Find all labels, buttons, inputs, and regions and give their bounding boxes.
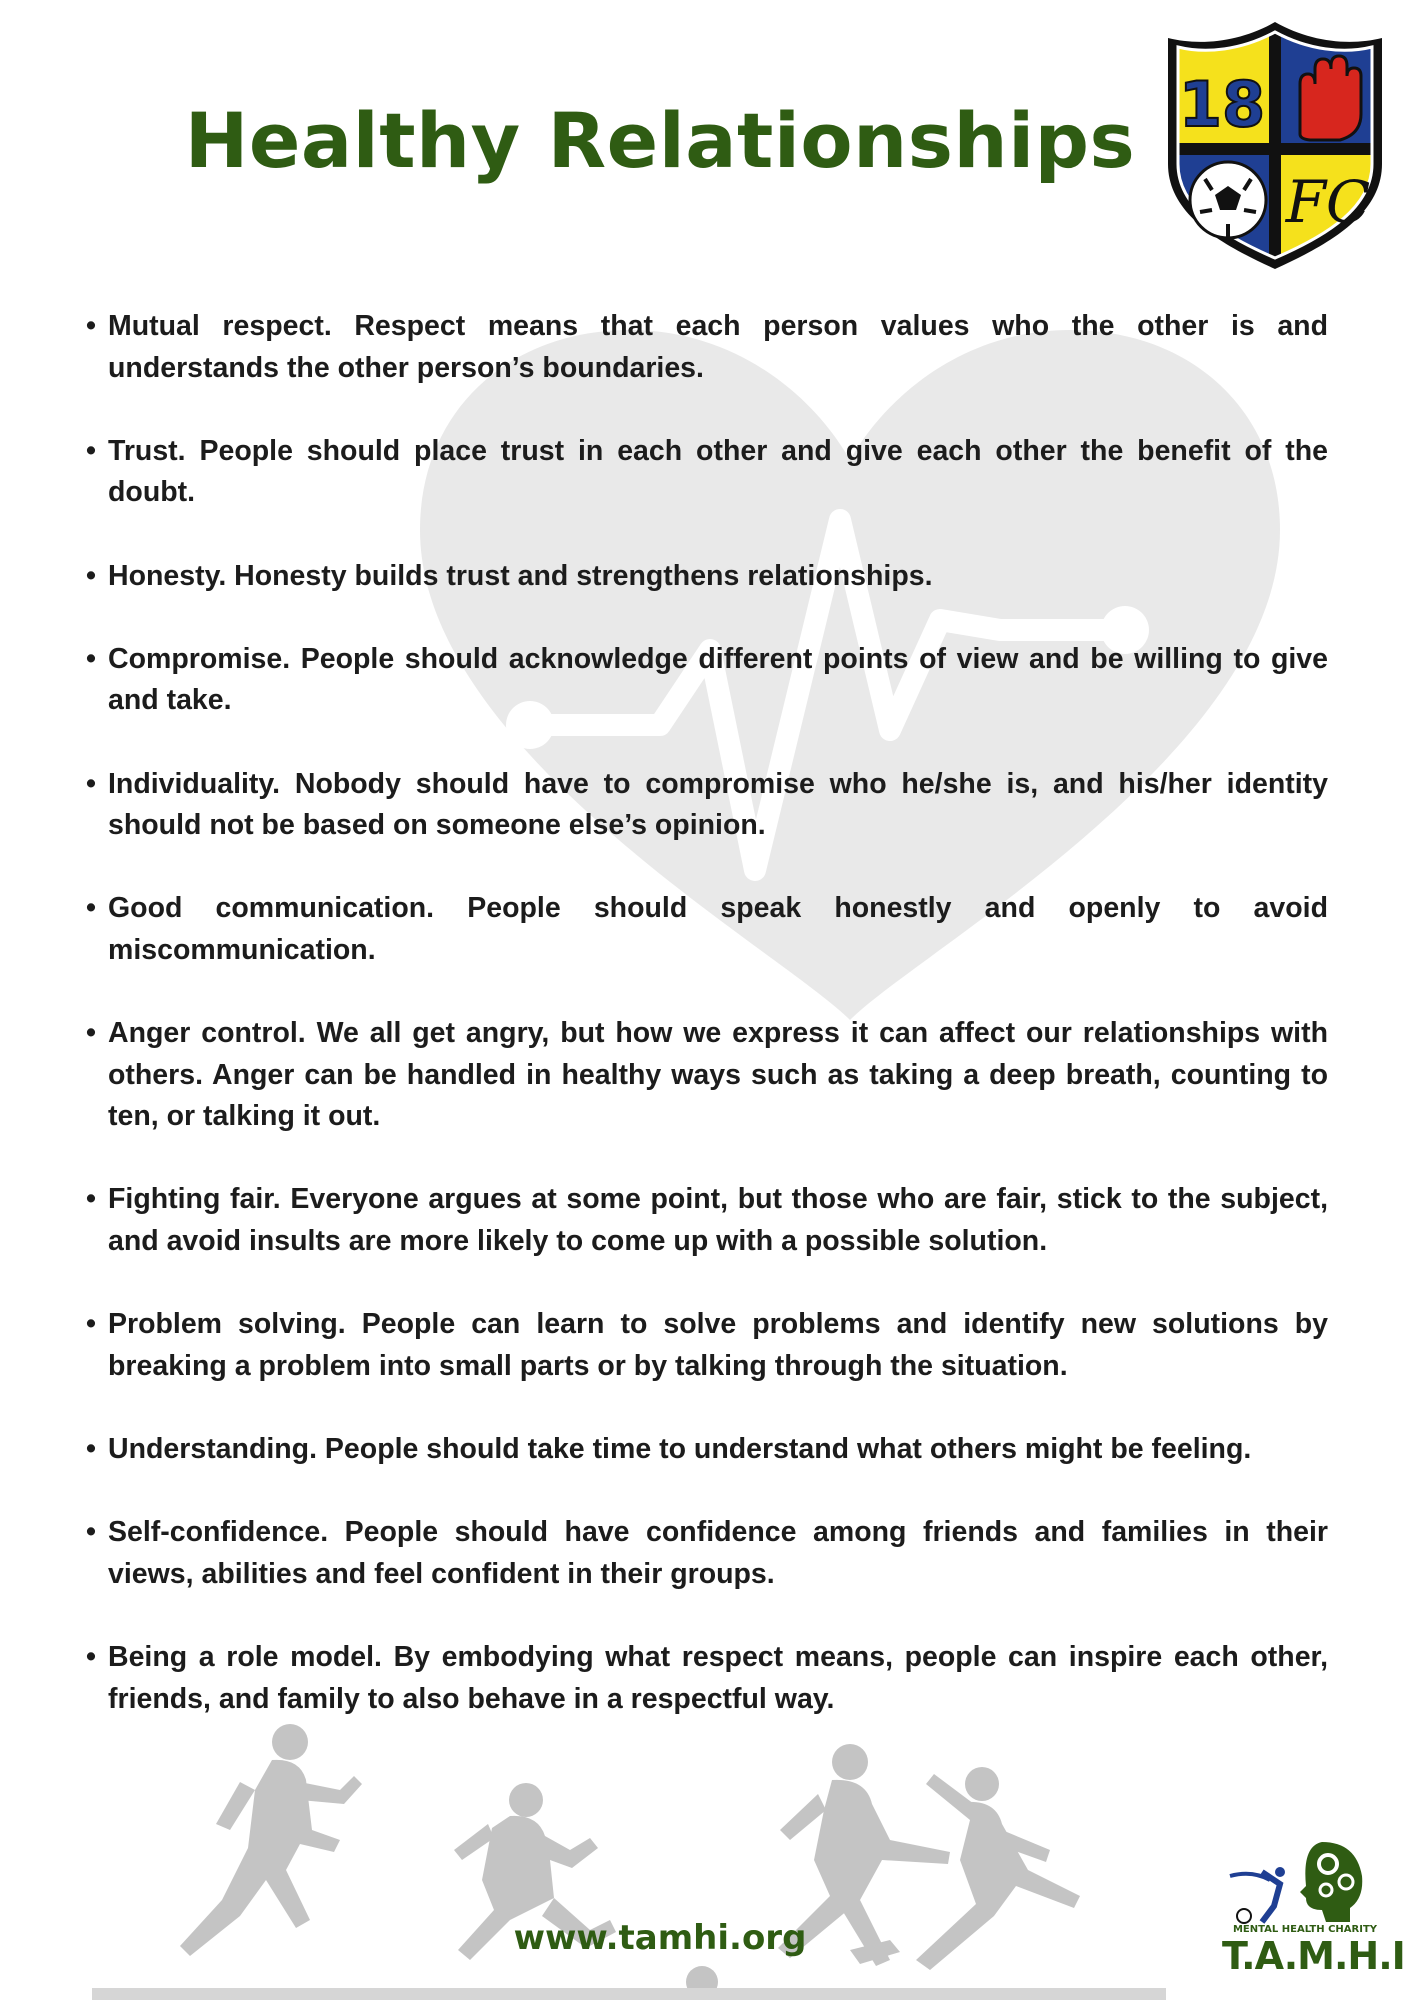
list-item-text: Fighting fair. Everyone argues at some point, but those who are fair, stick to the subject, and avoid insults are more likely to come up with a possible solution. — [108, 1183, 1328, 1258]
list-item — [84, 888, 1328, 971]
charity-name: T.A.M.H.I — [1222, 1934, 1405, 1978]
grass-strip — [92, 1988, 1166, 2000]
player-silhouette-4 — [850, 1767, 1080, 1970]
list-item-text: Honesty. Honesty builds trust and strengthens relationships. — [108, 559, 933, 592]
relationship-tips-list — [84, 306, 1328, 1762]
bullet-icon: • — [86, 642, 96, 675]
list-item — [84, 1013, 1328, 1138]
bullet-icon: • — [86, 1433, 96, 1466]
list-item — [84, 1304, 1328, 1387]
crest-number: 18 — [1178, 68, 1266, 141]
bullet-icon: • — [86, 892, 96, 925]
football-players-silhouette — [90, 1720, 1170, 2000]
list-item — [84, 1429, 1328, 1471]
list-item — [84, 431, 1328, 514]
list-item — [84, 639, 1328, 722]
bullet-icon: • — [86, 1017, 96, 1050]
list-item — [84, 306, 1328, 389]
list-item-text: Individuality. Nobody should have to compromise who he/she is, and his/her identity should not be based on someone else’s opinion. — [108, 767, 1328, 842]
list-item — [84, 1637, 1328, 1720]
list-item-text: Anger control. We all get angry, but how we express it can affect our relationships with others. Anger can be handled in healthy ways such as taking a deep breath, counting to ten, or talking it out. — [108, 1017, 1328, 1133]
bullet-icon: • — [86, 434, 96, 467]
list-item-text: Problem solving. People can learn to solve problems and identify new solutions by breaking a problem into small parts or by talking through the situation. — [108, 1308, 1328, 1382]
list-item-text: Being a role model. By embodying what respect means, people can inspire each other, friends, and family to also behave in a respectful way. — [108, 1641, 1328, 1715]
charity-tagline: MENTAL HEALTH CHARITY — [1232, 1924, 1378, 1935]
page-title: Healthy Relationships — [184, 96, 1136, 185]
list-item — [84, 764, 1328, 847]
website-link[interactable]: www.tamhi.org — [513, 1918, 807, 1958]
list-item — [84, 1179, 1328, 1262]
crest-letters: FC — [1285, 168, 1371, 236]
bullet-icon: • — [86, 1183, 96, 1216]
list-item-text: Good communication. People should speak honestly and openly to avoid miscommunication. — [108, 892, 1328, 966]
list-item-text: Trust. People should place trust in each other and give each other the benefit of the doubt. — [108, 434, 1328, 509]
list-item — [84, 556, 1328, 598]
bullet-icon: • — [86, 1308, 96, 1341]
list-item-text: Mutual respect. Respect means that each person values who the other is and understands the other person’s boundaries. — [108, 310, 1328, 384]
bullet-icon: • — [86, 559, 96, 592]
list-item-text: Understanding. People should take time to understand what others might be feeling. — [108, 1433, 1252, 1466]
bullet-icon: • — [86, 310, 96, 342]
bullet-icon: • — [86, 1516, 96, 1549]
list-item-text: Compromise. People should acknowledge different points of view and be willing to give and take. — [108, 642, 1328, 717]
bullet-icon: • — [86, 1641, 96, 1673]
list-item-text: Self-confidence. People should have confidence among friends and families in their views, abilities and feel confident in their groups. — [108, 1516, 1328, 1590]
bullet-icon: • — [86, 767, 96, 800]
list-item — [84, 1512, 1328, 1595]
